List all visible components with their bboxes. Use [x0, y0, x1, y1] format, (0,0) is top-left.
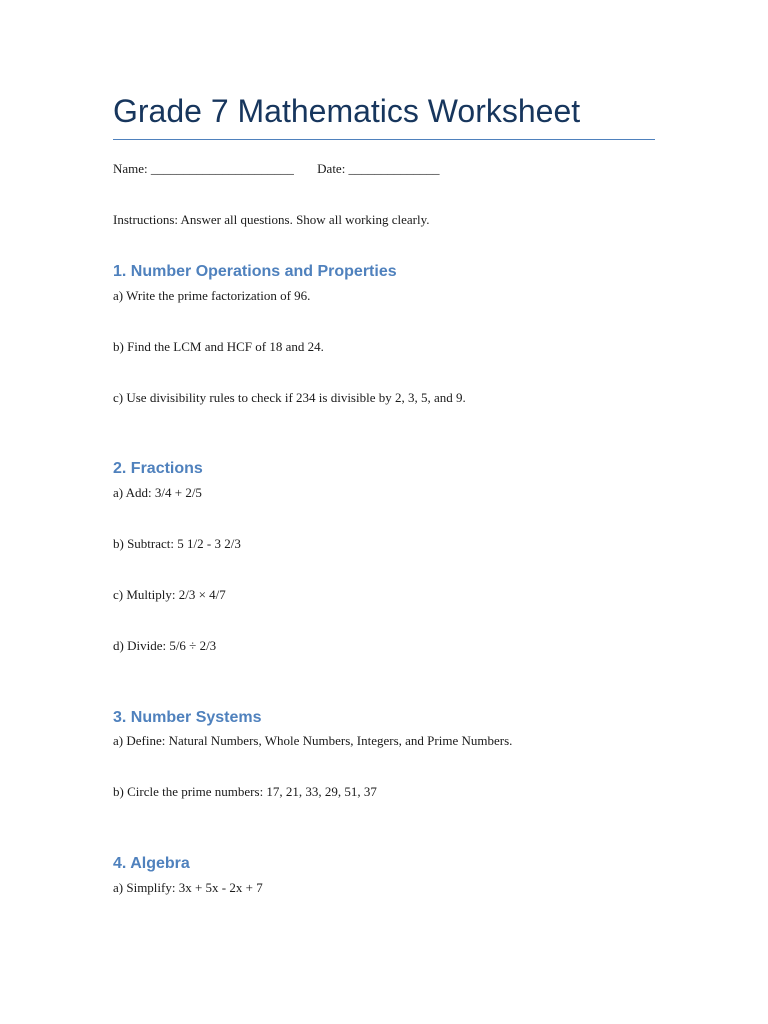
question-item: b) Circle the prime numbers: 17, 21, 33, 29, 51, 37: [113, 784, 377, 799]
section-heading: 4. Algebra: [113, 855, 190, 872]
section-heading: 1. Number Operations and Properties: [113, 263, 397, 280]
question-item: c) Use divisibility rules to check if 234 is divisible by 2, 3, 5, and 9.: [113, 390, 466, 405]
student-info-row: [113, 161, 440, 177]
instructions-text: Instructions: Answer all questions. Show all working clearly.: [113, 212, 430, 227]
question-item: b) Find the LCM and HCF of 18 and 24.: [113, 339, 324, 354]
question-item: a) Add: 3/4 + 2/5: [113, 485, 202, 500]
question-item: d) Divide: 5/6 ÷ 2/3: [113, 638, 217, 653]
section-heading: 2. Fractions: [113, 460, 203, 477]
question-item: a) Write the prime factorization of 96.: [113, 288, 311, 303]
question-item: c) Multiply: 2/3 × 4/7: [113, 587, 226, 602]
section-heading: 3. Number Systems: [113, 709, 262, 726]
date-field: Date: ______________: [317, 161, 440, 176]
name-field: Name: ______________________: [113, 161, 294, 176]
question-item: a) Define: Natural Numbers, Whole Numbers, Integers, and Prime Numbers.: [113, 733, 513, 748]
title-underline: [113, 139, 655, 140]
question-item: b) Subtract: 5 1/2 - 3 2/3: [113, 536, 241, 551]
question-item: a) Simplify: 3x + 5x - 2x + 7: [113, 880, 263, 895]
worksheet-title: Grade 7 Mathematics Worksheet: [113, 93, 581, 129]
